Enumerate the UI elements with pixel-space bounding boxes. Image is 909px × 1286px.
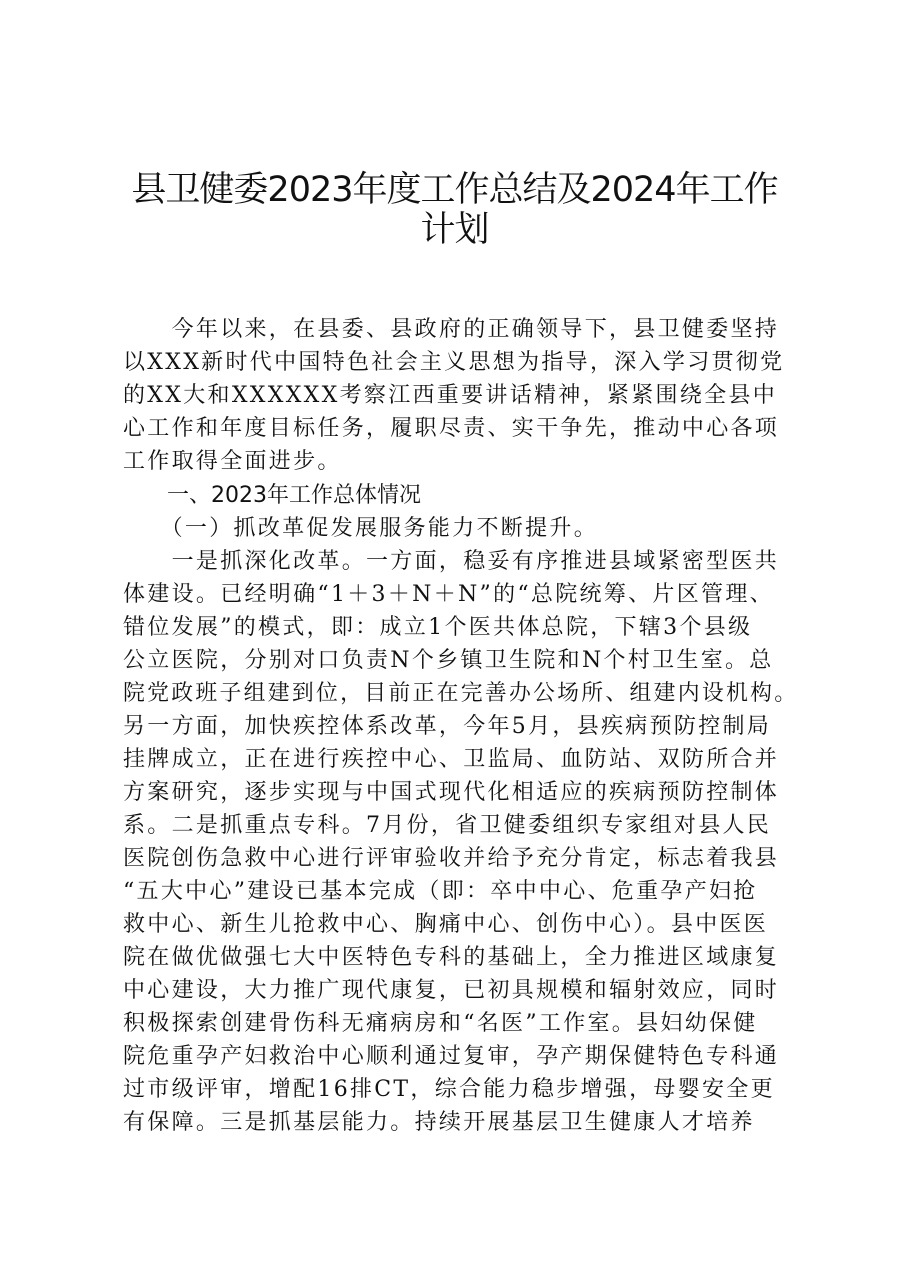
paragraph-line: 中心建设，大力推广现代康复，已初具规模和辐射效应，同时 [123,978,780,1003]
paragraph-line: 有保障。三是抓基层能力。持续开展基层卫生健康人才培养 [123,1110,755,1135]
paragraph-line: 医院创伤急救中心进行评审验收并给予充分肯定，标志着我县 [123,846,780,871]
paragraph-line: 的XX大和XXXXXX考察江西重要讲话精神，紧紧围绕全县中 [123,383,777,408]
paragraph-line: 院党政班子组建到位，目前正在完善办公场所、组建内设机构。 [123,681,799,706]
paragraph-line: 心工作和年度目标任务，履职尽责、实干争先，推动中心各项 [123,416,780,441]
paragraph-line: 以XXX新时代中国特色社会主义思想为指导，深入学习贯彻党 [123,350,785,375]
section-heading: 一、2023年工作总体情况 [123,483,421,508]
paragraph-line: 挂牌成立，正在进行疾控中心、卫监局、血防站、双防所合并 [123,747,780,772]
paragraph-line: 公立医院，分别对口负责N个乡镇卫生院和N个村卫生室。总 [123,648,774,673]
paragraph-line: 方案研究，逐步实现与中国式现代化相适应的疾病预防控制体 [123,780,780,805]
paragraph-line: 系。二是抓重点专科。7月份，省卫健委组织专家组对县人民 [123,813,772,838]
paragraph-line: 积极探索创建骨伤科无痛病房和“名医”工作室。县妇幼保健 [123,1011,758,1036]
subsection-heading: （一）抓改革促发展服务能力不断提升。 [123,516,599,541]
paragraph-line: 体建设。已经明确“1＋3＋N＋N”的“总院统筹、片区管理、 [123,582,774,607]
paragraph-line: 错位发展”的模式，即：成立1个医共体总院，下辖3个县级 [123,615,753,640]
paragraph-line: 院危重孕产妇救治中心顺利通过复审，孕产期保健特色专科通 [123,1044,780,1069]
document-title-line-2: 计划 [420,210,489,250]
paragraph-line: 另一方面，加快疾控体系改革，今年5月，县疾病预防控制局 [123,714,772,739]
paragraph-line: 院在做优做强七大中医特色专科的基础上，全力推进区域康复 [123,945,780,970]
paragraph-line: 过市级评审，增配16排CT，综合能力稳步增强，母婴安全更 [123,1077,775,1102]
paragraph-line: 救中心、新生儿抢救中心、胸痛中心、创伤中心）。县中医医 [123,912,769,937]
paragraph-line: 工作取得全面进步。 [123,449,342,474]
paragraph-line: “五大中心”建设已基本完成（即：卒中中心、危重孕产妇抢 [123,879,758,904]
document-title-line-1: 县卫健委2023年度工作总结及2024年工作 [131,170,778,210]
paragraph-line: 一是抓深化改革。一方面，稳妥有序推进县域紧密型医共 [123,549,780,574]
paragraph-line: 今年以来，在县委、县政府的正确领导下，县卫健委坚持 [123,317,780,342]
